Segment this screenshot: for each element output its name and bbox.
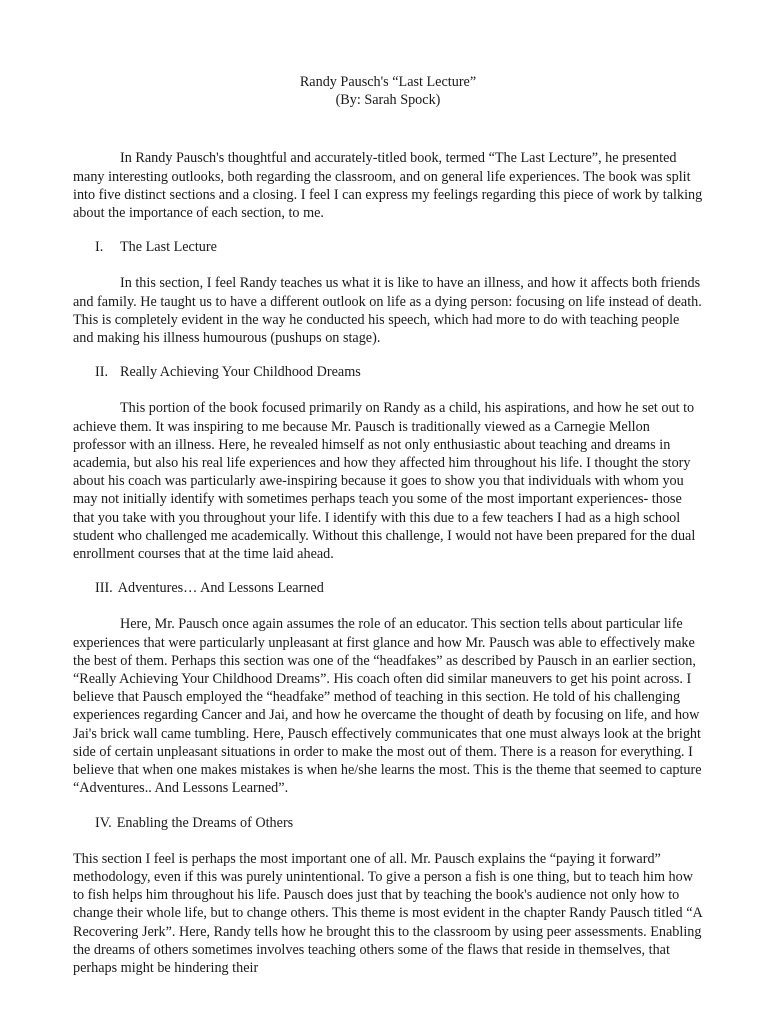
- section-heading-2: [73, 363, 703, 381]
- section-number: III.: [95, 580, 113, 597]
- section-number: IV.: [95, 814, 112, 831]
- section-body-3: Here, Mr. Pausch once again assumes the role of an educator. This section tells about particular life experiences that were particularly unpleasant at first glance and how Mr. Pausch was able to effectively make the best of them. Perhaps this section was one of the “headfakes” as described by Pausch in an earlier section, “Really Achieving Your Childhood Dreams”. His coach often did similar maneuvers to get his point across. I believe that Pausch employed the “headfake” method of teaching in this section. He told of his challenging experiences regarding Cancer and Jai, and how he overcame the thought of death by focusing on life, and how Jai's brick wall came tumbling. Here, Pausch effectively communicates that one must always look at the bright side of certain unpleasant situations in order to make the most out of them. There is a reason for everything. I believe that when one makes mistakes is when he/she learns the most. This is the theme that seemed to capture “Adventures.. And Lessons Learned”.: [73, 616, 702, 797]
- intro-paragraph: In Randy Pausch's thoughtful and accurately-titled book, termed “The Last Lecture”, he presented many interesting outlooks, both regarding the classroom, and on general life experiences. The book was split into five distinct sections and a closing. I feel I can express my feelings regarding this piece of work by talking about the importance of each section, to me.: [73, 150, 703, 222]
- section-number: I.: [95, 239, 104, 256]
- document-byline: (By: Sarah Spock): [335, 92, 441, 109]
- section-number: II.: [95, 364, 108, 381]
- section-title: The Last Lecture: [120, 239, 217, 256]
- document-body: [73, 73, 703, 993]
- section-heading-3: [73, 579, 703, 597]
- section-body-4: This section I feel is perhaps the most important one of all. Mr. Pausch explains the “paying it forward” methodology, even if this was purely unintentional. To give a person a fish is one thing, but to teach him how to fish helps him throughout his life. Pausch does just that by teaching the book's audience not only how to change their whole life, but to change others. This theme is most evident in the chapter Randy Pausch titled “A Recovering Jerk”. Here, Randy tells how he brought this to the classroom by using peer assessments. Enabling the dreams of others sometimes involves teaching others some of the flaws that reside in themselves, that perhaps might be hindering their: [73, 850, 702, 976]
- section-body-1: In this section, I feel Randy teaches us what it is like to have an illness, and how it affects both friends and family. He taught us to have a different outlook on life as a dying person: focusing on life instead of death. This is completely evident in the way he conducted his speech, which had more to do with teaching people and making his illness humourous (pushups on stage).: [73, 275, 702, 347]
- section-heading-1: [73, 238, 703, 256]
- section-body-2: This portion of the book focused primarily on Randy as a child, his aspirations, and how he set out to achieve them. It was inspiring to me because Mr. Pausch is traditionally viewed as a Carnegie Mellon professor with an illness. Here, he revealed himself as not only enthusiastic about teaching and dreams in academia, but also his real life experiences and how they affected him throughout his life. I thought the story about his coach was particularly awe-inspiring because it goes to show you that individuals with whom you may not initially identify with sometimes perhaps teach you some of the most important experiences- those that you take with you throughout your life. I identify with this due to a few teachers I had as a high school student who challenged me academically. Without this challenge, I would not have been prepared for the dual enrollment courses that at the time laid ahead.: [73, 400, 696, 563]
- section-title: Really Achieving Your Childhood Dreams: [120, 364, 361, 381]
- section-title: Adventures… And Lessons Learned: [117, 580, 324, 597]
- section-heading-4: [73, 814, 703, 832]
- document-title: Randy Pausch's “Last Lecture”: [299, 74, 477, 90]
- section-title: Enabling the Dreams of Others: [116, 814, 294, 831]
